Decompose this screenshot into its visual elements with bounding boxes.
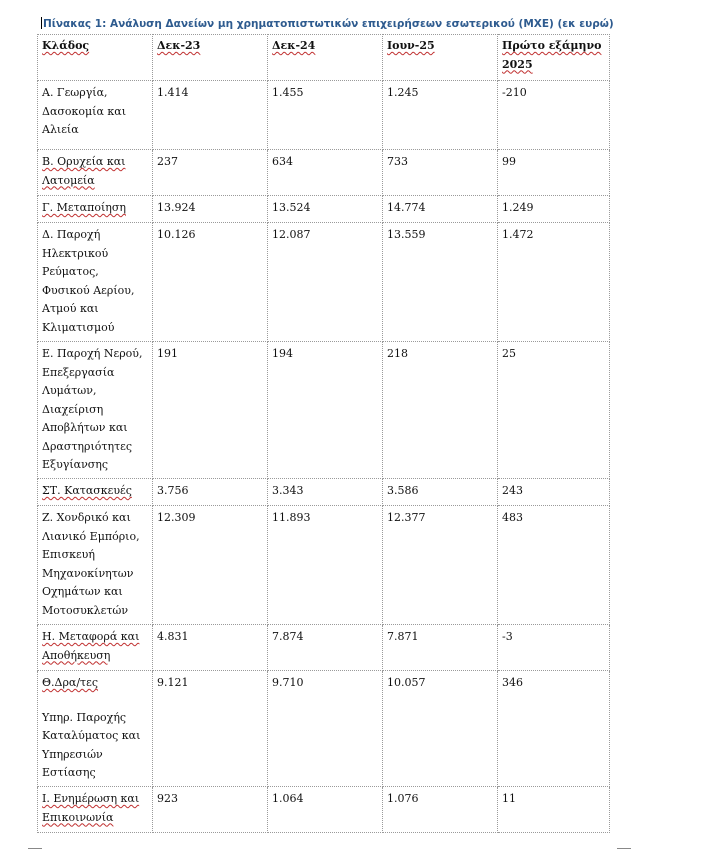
cell-jun25: 218 — [383, 342, 498, 479]
cell-sector: Ε. Παροχή Νερού, Επεξεργασία Λυμάτων, Διαχείριση Αποβλήτων και Δραστηριότητες Εξυγίανσης — [38, 342, 153, 479]
text-cursor — [41, 17, 42, 29]
cell-dec24: 7.874 — [268, 625, 383, 671]
cell-dec24: 9.710 — [268, 671, 383, 787]
table-row — [38, 342, 610, 479]
cell-dec23: 9.121 — [153, 671, 268, 787]
header-sector: Κλάδος — [38, 35, 153, 81]
cell-sector: Α. Γεωργία, Δασοκομία και Αλιεία — [38, 81, 153, 150]
cell-h1-2025: 483 — [498, 506, 610, 625]
header-dec24: Δεκ-24 — [268, 35, 383, 81]
cell-dec23: 237 — [153, 150, 268, 196]
page-margin-mark-left — [28, 848, 42, 849]
cell-sector: Θ.Δρα/τες Υπηρ. Παροχής Καταλύματος και Υπηρεσιών Εστίασης — [38, 671, 153, 787]
cell-h1-2025: -210 — [498, 81, 610, 150]
header-dec23: Δεκ-23 — [153, 35, 268, 81]
cell-dec23: 4.831 — [153, 625, 268, 671]
cell-dec24: 194 — [268, 342, 383, 479]
header-jun25: Ιουν-25 — [383, 35, 498, 81]
cell-h1-2025: -3 — [498, 625, 610, 671]
cell-jun25: 7.871 — [383, 625, 498, 671]
cell-dec23: 923 — [153, 787, 268, 833]
cell-jun25: 14.774 — [383, 196, 498, 223]
cell-h1-2025: 1.472 — [498, 223, 610, 342]
cell-dec23: 10.126 — [153, 223, 268, 342]
cell-sector: ΣΤ. Κατασκευές — [38, 479, 153, 506]
table-row — [38, 81, 610, 150]
table-row — [38, 787, 610, 833]
header-h1-2025: Πρώτο εξάμηνο 2025 — [498, 35, 610, 81]
cell-sector: Ι. Ενημέρωση και Επικοινωνία — [38, 787, 153, 833]
cell-dec24: 11.893 — [268, 506, 383, 625]
cell-jun25: 13.559 — [383, 223, 498, 342]
table-row — [38, 196, 610, 223]
cell-h1-2025: 346 — [498, 671, 610, 787]
table-row — [38, 150, 610, 196]
cell-h1-2025: 1.249 — [498, 196, 610, 223]
cell-dec24: 1.064 — [268, 787, 383, 833]
cell-jun25: 10.057 — [383, 671, 498, 787]
cell-dec24: 3.343 — [268, 479, 383, 506]
cell-dec23: 191 — [153, 342, 268, 479]
cell-h1-2025: 25 — [498, 342, 610, 479]
cell-jun25: 12.377 — [383, 506, 498, 625]
cell-jun25: 3.586 — [383, 479, 498, 506]
table-row — [38, 223, 610, 342]
table-row — [38, 625, 610, 671]
cell-dec23: 1.414 — [153, 81, 268, 150]
table-row — [38, 506, 610, 625]
cell-jun25: 1.245 — [383, 81, 498, 150]
cell-sector: Γ. Μεταποίηση — [38, 196, 153, 223]
cell-h1-2025: 99 — [498, 150, 610, 196]
table-row — [38, 671, 610, 787]
cell-dec24: 1.455 — [268, 81, 383, 150]
cell-sector: Δ. Παροχή Ηλεκτρικού Ρεύματος, Φυσικού Αερίου, Ατμού και Κλιματισμού — [38, 223, 153, 342]
header-row — [38, 35, 610, 81]
cell-dec24: 634 — [268, 150, 383, 196]
cell-dec24: 12.087 — [268, 223, 383, 342]
cell-dec23: 13.924 — [153, 196, 268, 223]
cell-jun25: 1.076 — [383, 787, 498, 833]
loans-table — [37, 34, 610, 833]
cell-dec23: 3.756 — [153, 479, 268, 506]
cell-sector-continued: Υπηρ. Παροχής Καταλύματος και Υπηρεσιών Εστίασης — [42, 710, 141, 779]
page-margin-mark-right — [617, 848, 631, 849]
cell-sector: Β. Ορυχεία και Λατομεία — [38, 150, 153, 196]
cell-h1-2025: 11 — [498, 787, 610, 833]
cell-h1-2025: 243 — [498, 479, 610, 506]
cell-sector: Ζ. Χονδρικό και Λιανικό Εμπόριο, Επισκευή Μηχανοκίνητων Οχημάτων και Μοτοσυκλετών — [38, 506, 153, 625]
cell-sector: Η. Μεταφορά και Αποθήκευση — [38, 625, 153, 671]
cell-jun25: 733 — [383, 150, 498, 196]
table-row — [38, 479, 610, 506]
table-caption: Πίνακας 1: Ανάλυση Δανείων μη χρηματοπιστωτικών επιχειρήσεων εσωτερικού (ΜΧΕ) (εκ ευρώ) — [43, 18, 614, 30]
cell-dec23: 12.309 — [153, 506, 268, 625]
cell-dec24: 13.524 — [268, 196, 383, 223]
